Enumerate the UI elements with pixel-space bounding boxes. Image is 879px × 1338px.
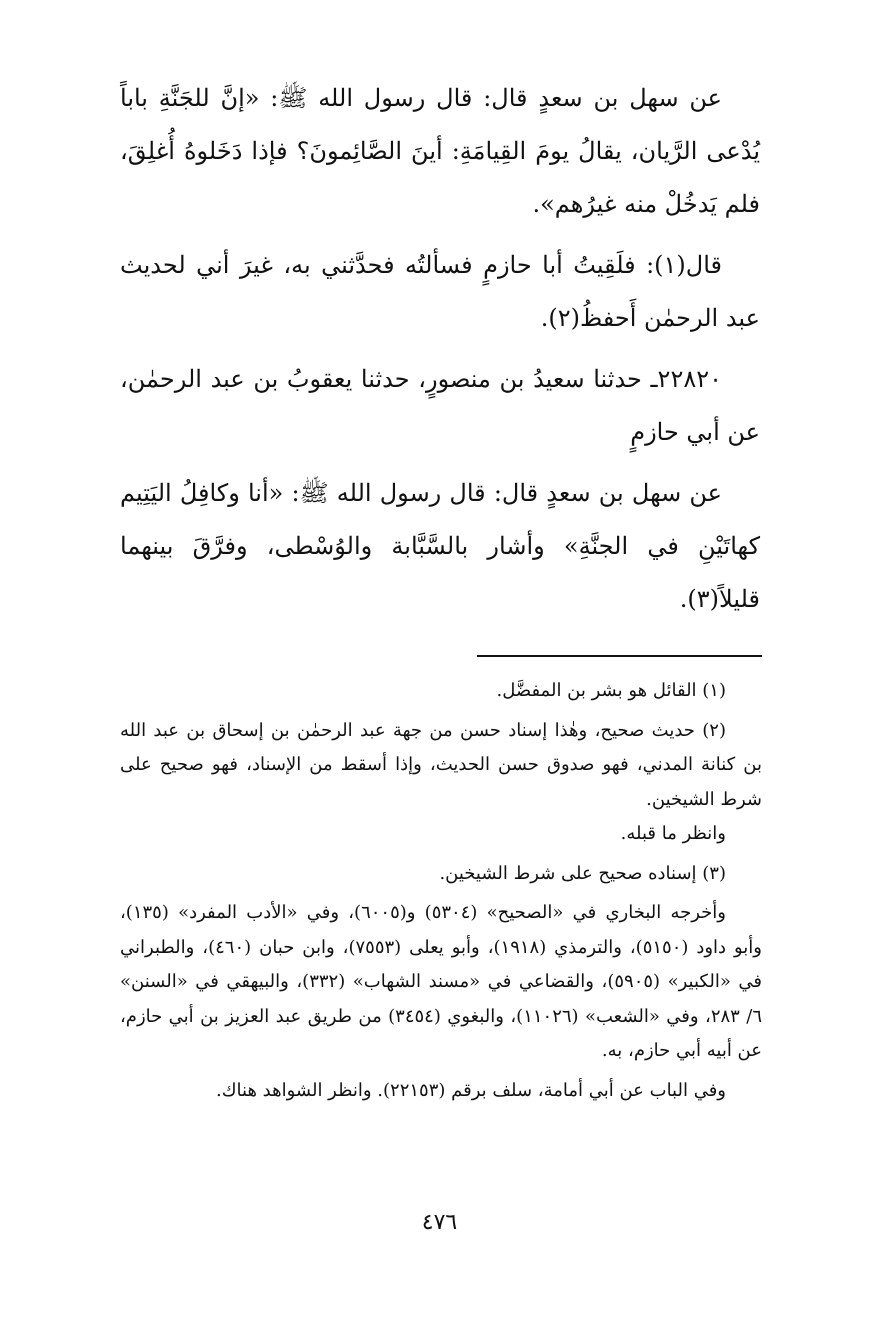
- page-number: ٤٧٦: [421, 1210, 458, 1235]
- hadith-paragraph: عن سهل بن سعدٍ قال: قال رسول الله ﷺ: «إنَّ للجَنَّةِ باباً يُدْعى الرَّيان، يقالُ يومَ القِيامَةِ: أينَ الصَّائِمونَ؟ فإذا دَخَلوهُ أُغلِقَ، فلم يَدخُلْ منه غيرُهم».: [120, 84, 760, 218]
- isnad-paragraph: ٢٢٨٢٠ـ حدثنا سعيدُ بن منصورٍ، حدثنا يعقوبُ بن عبد الرحمٰن، عن أبي حازمٍ: [120, 365, 760, 446]
- main-text: [120, 72, 760, 626]
- footnote-line: وأخرجه البخاري في «الصحيح» (٥٣٠٤) و(٦٠٠٥)، وفي «الأدب المفرد» (١٣٥)، وأبو داود (٥١٥٠)، والترمذي (١٩١٨)، وأبو يعلى (٧٥٥٣)، وابن حبان (٤٦٠)، والطبراني في «الكبير» (٥٩٠٥)، والقضاعي في «مسند الشهاب» (٣٣٢)، والبيهقي في «السنن» ٦/ ٢٨٣، وفي «الشعب» (١١٠٢٦)، والبغوي (٣٤٥٤) من طريق عبد العزيز بن أبي حازم، عن أبيه أبي حازم، به.: [120, 902, 763, 1061]
- footnote-line: وانظر ما قبله.: [620, 823, 726, 844]
- narrator-note-paragraph: قال(١): فلَقِيتُ أبا حازمٍ فسألتُه فحدَّثني به، غيرَ أني لحديث عبد الرحمٰن أَحفظُ(٢).: [120, 251, 760, 332]
- footnote-separator: [477, 655, 762, 657]
- footnote-line: (٣) إسناده صحيح على شرط الشيخين.: [439, 862, 726, 884]
- footnote-line: (١) القائل هو بشر بن المفضَّل.: [496, 680, 726, 701]
- hadith-paragraph: عن سهل بن سعدٍ قال: قال رسول الله ﷺ: «أنا وكافِلُ اليَتِيم كهاتَيْنِ في الجنَّةِ» وأشار بالسَّبَّابة والوُسْطى، وفرَّقَ بينهما قليلاً(٣).: [120, 479, 760, 613]
- footnotes: [120, 674, 762, 1108]
- footnote-line: (٢) حديث صحيح، وهٰذا إسناد حسن من جهة عبد الرحمٰن بن إسحاق بن عبد الله بن كنانة المدني، فهو صدوق حسن الحديث، وإذا أسقط من الإسناد، فهو صحيح على شرط الشيخين.: [120, 719, 762, 810]
- footnote-line: وفي الباب عن أبي أمامة، سلف برقم (٢٢١٥٣). وانظر الشواهد هناك.: [215, 1079, 726, 1101]
